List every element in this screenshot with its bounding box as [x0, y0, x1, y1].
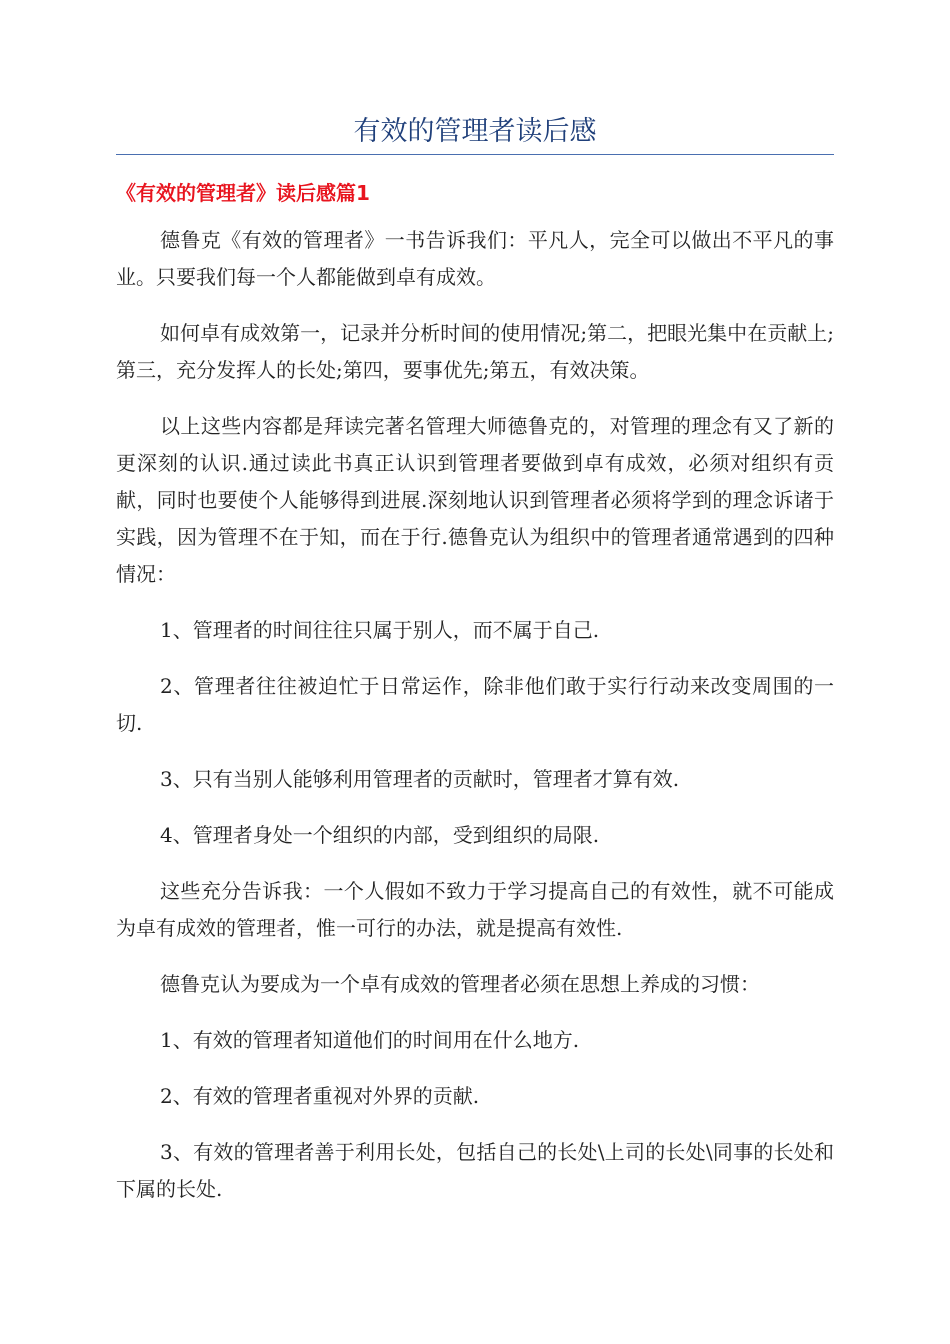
- paragraph-4: 这些充分告诉我：一个人假如不致力于学习提高自己的有效性，就不可能成为卓有成效的管理者，惟一可行的办法，就是提高有效性.: [116, 879, 834, 940]
- document-body: [116, 222, 834, 1227]
- title-underline-rule: [116, 154, 834, 155]
- paragraph-1: 德鲁克《有效的管理者》一书告诉我们：平凡人，完全可以做出不平凡的事业。只要我们每一个人都能做到卓有成效。: [116, 228, 834, 289]
- section-heading: 《有效的管理者》读后感篇1: [116, 181, 370, 205]
- habit-item-3: 3、有效的管理者善于利用长处，包括自己的长处\上司的长处\同事的长处和下属的长处.: [116, 1140, 834, 1201]
- paragraph-5: 德鲁克认为要成为一个卓有成效的管理者必须在思想上养成的习惯：: [160, 972, 760, 996]
- paragraph-2: 如何卓有成效第一，记录并分析时间的使用情况;第二，把眼光集中在贡献上;第三，充分发挥人的长处;第四，要事优先;第五，有效决策。: [116, 321, 834, 382]
- habit-item-2: 2、有效的管理者重视对外界的贡献.: [160, 1084, 480, 1108]
- list-item-2: 2、管理者往往被迫忙于日常运作，除非他们敢于实行行动来改变周围的一切.: [116, 674, 834, 735]
- document-title: 有效的管理者读后感: [353, 116, 597, 147]
- list-item-1: 1、管理者的时间往往只属于别人，而不属于自己.: [160, 618, 600, 642]
- list-item-3: 3、只有当别人能够利用管理者的贡献时，管理者才算有效.: [160, 767, 680, 791]
- list-item-4: 4、管理者身处一个组织的内部，受到组织的局限.: [160, 823, 600, 847]
- paragraph-3: 以上这些内容都是拜读完著名管理大师德鲁克的，对管理的理念有又了新的更深刻的认识.通过读此书真正认识到管理者要做到卓有成效，必须对组织有贡献，同时也要使个人能够得到进展.深刻地认识到管理者必须将学到的理念诉诸于实践，因为管理不在于知，而在于行.德鲁克认为组织中的管理者通常遇到的四种情况：: [116, 414, 834, 586]
- habit-item-1: 1、有效的管理者知道他们的时间用在什么地方.: [160, 1028, 580, 1052]
